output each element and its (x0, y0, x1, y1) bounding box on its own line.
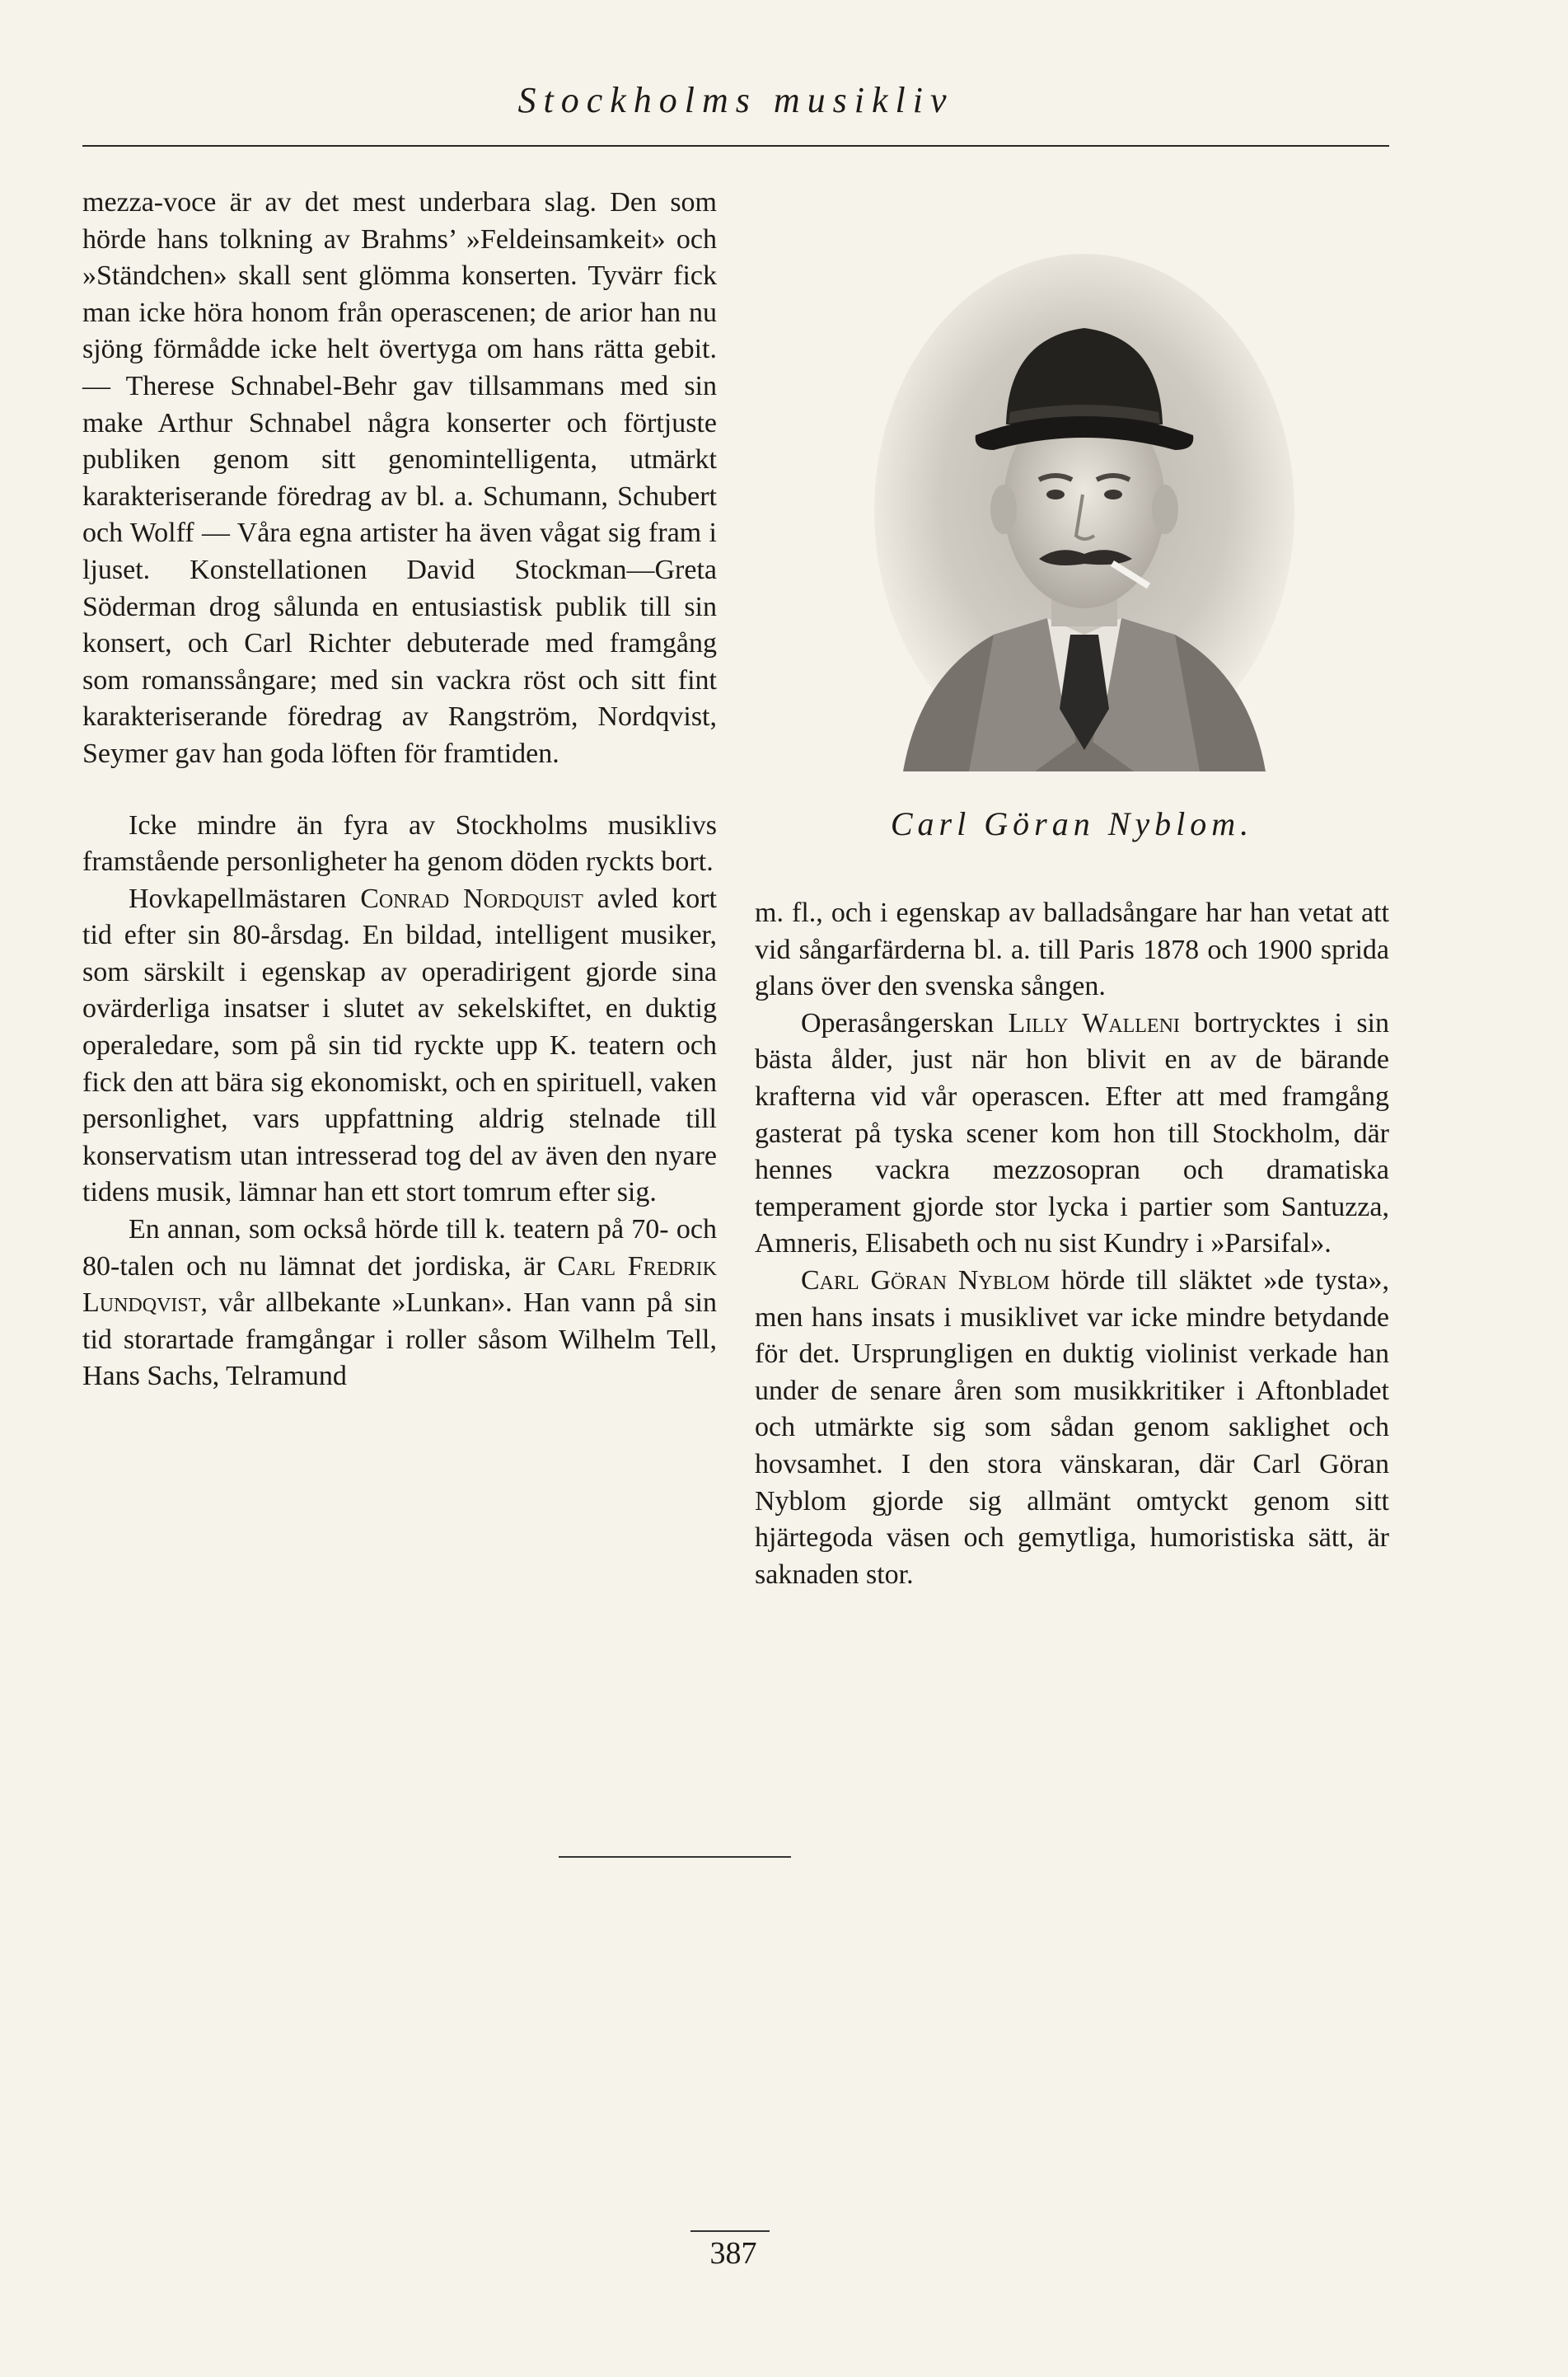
paragraph (82, 1212, 717, 1395)
page-number: 387 (709, 2236, 757, 2271)
header-rule (82, 145, 1389, 147)
paragraph (755, 1006, 1389, 1263)
person-name: Conrad Nordquist (360, 883, 583, 914)
text-run: Hovkapellmästaren (129, 883, 361, 914)
text-run: Operasångerskan (801, 1007, 1009, 1038)
left-column (82, 185, 717, 1395)
paragraph: m. fl., och i egenskap av balladsångare har han vetat att vid sångarfärderna bl. a. till Paris 1878 och 1900 sprida glans över den svenska sången. (755, 898, 1389, 1002)
text-run: En annan, som också hörde till k. teatern på 70- och 80-talen och nu lämnat det jordiska, är (82, 1214, 717, 1282)
paragraph: Icke mindre än fyra av Stockholms musiklivs framstående personligheter ha genom döden ryckts bort. (82, 809, 717, 878)
portrait-caption: Carl Göran Nyblom. (890, 805, 1254, 842)
portrait-photo (870, 247, 1299, 771)
person-name: Carl Fredrik Lundqvist (82, 1250, 718, 1319)
paragraph: mezza-voce är av det mest underbara slag. Den som hörde hans tolkning av Brahms’ »Feldeinsamkeit» och »Ständchen» skall sent glömma konserten. Tyvärr fick man icke höra honom från operascenen; de arior han nu sjöng förmådde icke helt övertyga om hans rätta gebit. — Therese Schnabel-Behr gav tillsammans med sin make Arthur Schnabel några konserter och förtjuste publiken genom sitt genomintelligenta, utmärkt karakteriserande föredrag av bl. a. Schumann, Schubert och Wolff — Våra egna artister ha även vågat sig fram i ljuset. Konstellationen David Stockman—Greta Söderman drog sålunda en entusiastisk publik till sin konsert, och Carl Richter debuterade med framgång som romanssångare; med sin vackra röst och sitt fint karakteriserande föredrag av Rangström, Nordqvist, Seymer gav han goda löften för framtiden. (82, 187, 717, 769)
text-run: , vår allbekante »Lunkan». Han vann på sin tid storartade framgångar i roller såsom Wilhelm Tell, Hans Sachs, Telramund (82, 1287, 717, 1392)
paragraph (755, 1263, 1389, 1593)
running-head: Stockholms musikliv (517, 80, 954, 120)
section-end-rule (559, 1856, 791, 1858)
text-run: avled kort tid efter sin 80-årsdag. En bildad, intelligent musiker, som särskilt i egenskap av operadirigent gjorde sina ovärderliga insatser i slutet av sekelskiftet, en duktig operaledare, som på sin tid ryckte upp K. teatern och fick den att bära sig ekonomiskt, och en spirituell, vaken personlighet, vars uppfattning aldrig stelnade till konservatism utan intresserad tog del av även den nyare tidens musik, lämnar han ett stort tomrum efter sig. (82, 883, 717, 1208)
person-name: Carl Göran Nyblom (801, 1264, 1051, 1296)
page-number-rule (690, 2230, 770, 2232)
paragraph (82, 881, 717, 1212)
text-run: hörde till släktet »de tysta», men hans insats i musiklivet var icke mindre betydande för det. Ursprungligen en duktig violinist verkade han under de senare åren som musikkritiker i Aftonbladet och utmärkte sig som sådan genom saklighet och hovsamhet. I den stora vänskaran, där Carl Göran Nyblom gjorde sig allmänt omtyckt genom sitt hjärtegoda väsen och gemytliga, humoristiska sätt, är saknaden stor. (755, 1264, 1389, 1590)
right-column (755, 895, 1389, 1593)
person-name: Lilly Walleni (1008, 1007, 1180, 1038)
text-run: bortrycktes i sin bästa ålder, just när hon blivit en av de bärande krafterna vid vår operascen. Efter att med framgång gasterat på tyska scener kom hon till Stockholm, där hennes vackra mezzosopran och dramatiska temperament gjorde stor lycka i partier som Santuzza, Amneris, Elisabeth och nu sist Kundry i »Parsifal». (755, 1007, 1389, 1259)
